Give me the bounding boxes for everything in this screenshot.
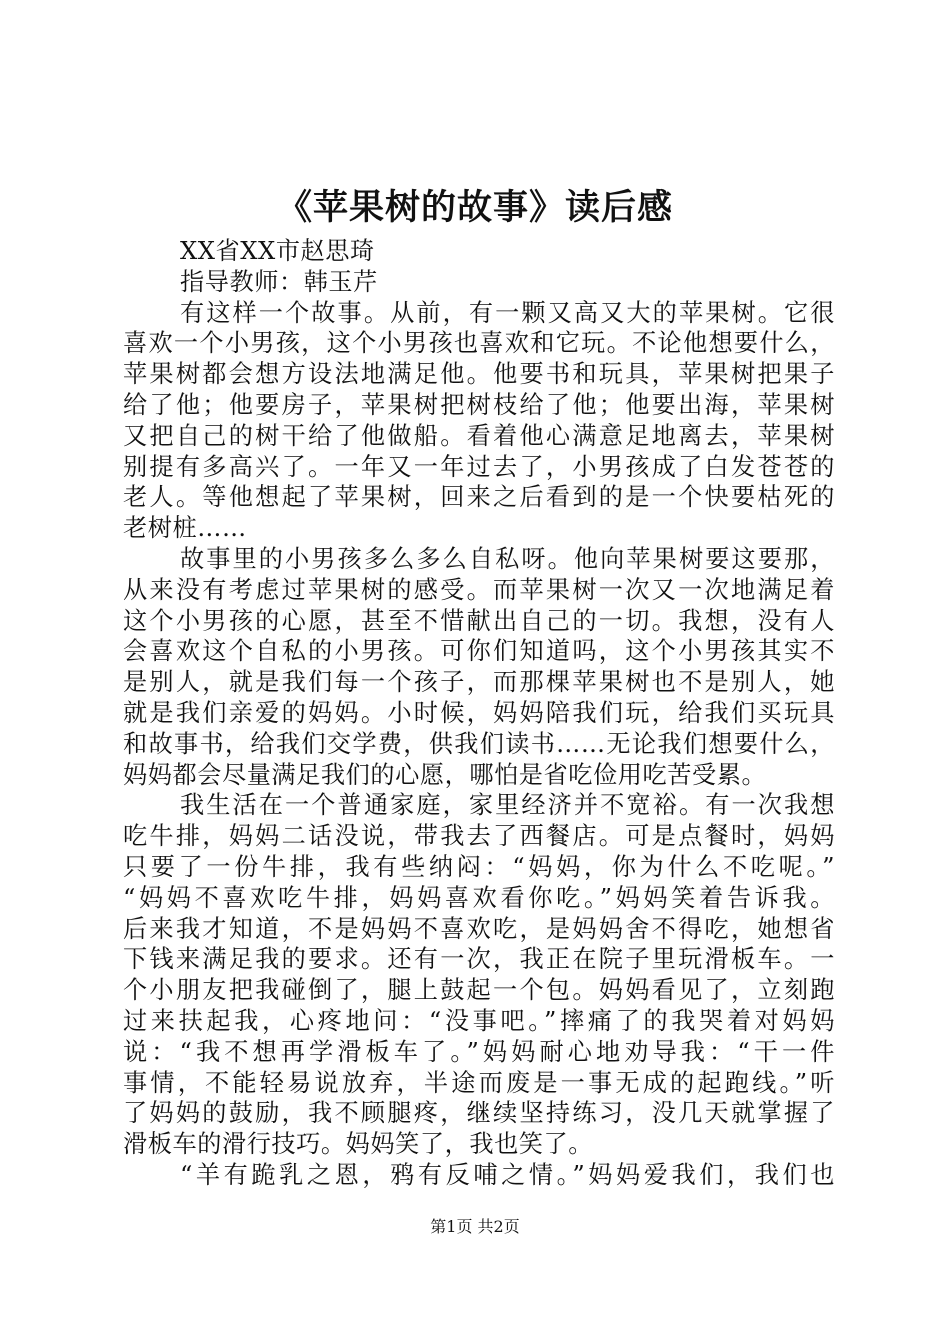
text-line: 说：“我不想再学滑板车了。”妈妈耐心地劝导我：“干一件	[123, 1037, 835, 1066]
text-line: 老树桩……	[123, 514, 247, 543]
text-line: 会喜欢这个自私的小男孩。可你们知道吗，这个小男孩其实不	[123, 637, 835, 666]
text-line: 指导教师：韩玉芹	[180, 267, 378, 296]
text-line: 从来没有考虑过苹果树的感受。而苹果树一次又一次地满足着	[123, 575, 835, 604]
text-line: 吃牛排，妈妈二话没说，带我去了西餐店。可是点餐时，妈妈	[123, 822, 835, 851]
document-body	[123, 236, 835, 1191]
text-line: 这个小男孩的心愿，甚至不惜献出自己的一切。我想，没有人	[123, 606, 835, 635]
text-line: 我生活在一个普通家庭，家里经济并不宽裕。有一次我想	[180, 791, 835, 820]
text-line: XX省XX市赵思琦	[180, 237, 375, 265]
page-footer: 第1页 共2页	[430, 1217, 520, 1236]
text-line: 有这样一个故事。从前，有一颗又高又大的苹果树。它很	[180, 298, 835, 327]
text-line: 了妈妈的鼓励，我不顾腿疼，继续坚持练习，没几天就掌握了	[123, 1099, 835, 1128]
text-line: “妈妈不喜欢吃牛排，妈妈喜欢看你吃。”妈妈笑着告诉我。	[123, 883, 835, 912]
text-line: 只要了一份牛排，我有些纳闷：“妈妈，你为什么不吃呢。”	[123, 852, 835, 881]
text-line: 事情，不能轻易说放弃，半途而废是一事无成的起跑线。”听	[123, 1068, 835, 1097]
text-line: 妈妈都会尽量满足我们的心愿，哪怕是省吃俭用吃苦受累。	[123, 760, 767, 789]
text-line: 给了他；他要房子，苹果树把树枝给了他；他要出海，苹果树	[123, 390, 835, 419]
text-line: 下钱来满足我的要求。还有一次，我正在院子里玩滑板车。一	[123, 945, 835, 974]
text-line: 故事里的小男孩多么多么自私呀。他向苹果树要这要那，	[180, 544, 835, 573]
document-title: 《苹果树的故事》读后感	[276, 187, 673, 228]
text-line: 后来我才知道，不是妈妈不喜欢吃，是妈妈舍不得吃，她想省	[123, 914, 835, 943]
text-line: 过来扶起我，心疼地问：“没事吧。”摔痛了的我哭着对妈妈	[123, 1006, 835, 1035]
text-line: 个小朋友把我碰倒了，腿上鼓起一个包。妈妈看见了，立刻跑	[123, 976, 835, 1005]
text-line: 喜欢一个小男孩，这个小男孩也喜欢和它玩。不论他想要什么，	[123, 329, 835, 358]
text-line: 和故事书，给我们交学费，供我们读书……无论我们想要什么，	[123, 729, 835, 758]
text-line: 是别人，就是我们每一个孩子，而那棵苹果树也不是别人，她	[123, 668, 835, 697]
text-line: 老人。等他想起了苹果树，回来之后看到的是一个快要枯死的	[123, 483, 835, 512]
text-line: 苹果树都会想方设法地满足他。他要书和玩具，苹果树把果子	[123, 360, 835, 389]
text-line: 又把自己的树干给了他做船。看着他心满意足地离去，苹果树	[123, 421, 835, 450]
text-line: 滑板车的滑行技巧。妈妈笑了，我也笑了。	[123, 1130, 594, 1159]
text-line: 就是我们亲爱的妈妈。小时候，妈妈陪我们玩，给我们买玩具	[123, 698, 835, 727]
text-line: “羊有跪乳之恩，鸦有反哺之情。”妈妈爱我们，我们也	[180, 1160, 835, 1189]
text-line: 别提有多高兴了。一年又一年过去了，小男孩成了白发苍苍的	[123, 452, 835, 481]
